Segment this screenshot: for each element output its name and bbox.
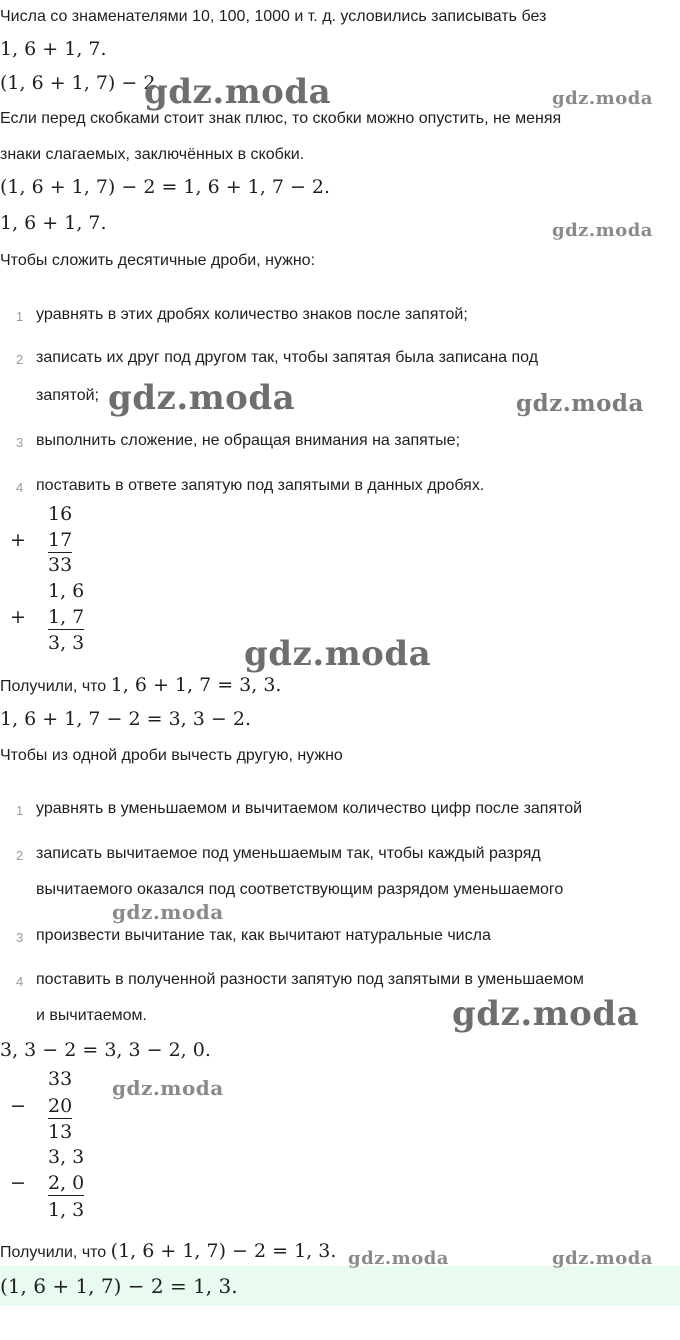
intro-text: Числа со знаменателями 10, 100, 1000 и т. д. условились записывать без bbox=[0, 8, 547, 25]
minus-sign: − bbox=[10, 1172, 26, 1194]
watermark: gdz.moda bbox=[552, 220, 653, 241]
column-operand: 1, 7 bbox=[48, 606, 85, 628]
watermark: gdz.moda bbox=[348, 1248, 449, 1269]
list-item: поставить в полученной разности запятую под запятыми в уменьшаемом bbox=[36, 971, 584, 988]
list-number: 4 bbox=[16, 974, 24, 989]
list-item: выполнить сложение, не обращая внимания на запятые; bbox=[36, 432, 461, 449]
expression: (1, 6 + 1, 7) − 2 = 1, 6 + 1, 7 − 2. bbox=[0, 176, 331, 198]
watermark: gdz.moda bbox=[244, 634, 432, 674]
watermark: gdz.moda bbox=[552, 1248, 653, 1269]
list-number: 3 bbox=[16, 930, 24, 945]
list-item: произвести вычитание так, как вычитают натуральные числа bbox=[36, 927, 491, 944]
list-number: 4 bbox=[16, 480, 24, 495]
column-result: 1, 3 bbox=[48, 1199, 85, 1221]
watermark: gdz.moda bbox=[516, 390, 644, 417]
list-item: уравнять в этих дробях количество знаков после запятой; bbox=[36, 306, 468, 323]
final-result bbox=[0, 1240, 336, 1262]
expression: 1, 6 + 1, 7. bbox=[0, 212, 107, 234]
list-number: 3 bbox=[16, 435, 24, 450]
answer-expression: (1, 6 + 1, 7) − 2 = 1, 3. bbox=[0, 1274, 238, 1298]
column-operand: 20 bbox=[48, 1095, 73, 1117]
column-operand: 3, 3 bbox=[48, 1146, 85, 1168]
list-number: 2 bbox=[16, 848, 24, 863]
expression: (1, 6 + 1, 7) − 2 bbox=[0, 72, 156, 94]
answer-box bbox=[0, 1266, 680, 1306]
plus-sign: + bbox=[10, 606, 26, 628]
column-operand: 2, 0 bbox=[48, 1172, 85, 1194]
rule-text: Если перед скобками стоит знак плюс, то скобки можно опустить, не меняя bbox=[0, 110, 562, 127]
result-prefix: Получили, что bbox=[0, 678, 107, 695]
watermark: gdz.moda bbox=[552, 88, 653, 109]
subtraction-intro: Чтобы из одной дроби вычесть другую, нужно bbox=[0, 747, 343, 764]
list-item: уравнять в уменьшаемом и вычитаемом количество цифр после запятой bbox=[36, 800, 583, 817]
plus-sign: + bbox=[10, 529, 26, 551]
column-operand: 16 bbox=[48, 503, 73, 525]
list-item: записать вычитаемое под уменьшаемым так, чтобы каждый разряд bbox=[36, 845, 541, 862]
column-result: 33 bbox=[48, 554, 73, 576]
result-prefix: Получили, что bbox=[0, 1244, 107, 1261]
list-item-continued: и вычитаемом. bbox=[36, 1007, 147, 1024]
watermark: gdz.moda bbox=[112, 900, 224, 924]
list-item-continued: запятой; bbox=[36, 387, 99, 404]
column-operand: 33 bbox=[48, 1068, 73, 1090]
list-item-continued: вычитаемого оказался под соответствующим разрядом уменьшаемого bbox=[36, 881, 564, 898]
list-item: записать их друг под другом так, чтобы запятая была записана под bbox=[36, 349, 539, 366]
expression: 1, 6 + 1, 7. bbox=[0, 38, 107, 60]
list-item: поставить в ответе запятую под запятыми в данных дробях. bbox=[36, 477, 485, 494]
addition-result bbox=[0, 674, 281, 696]
expression: 1, 6 + 1, 7 − 2 = 3, 3 − 2. bbox=[0, 708, 251, 730]
minus-sign: − bbox=[10, 1095, 26, 1117]
addition-intro: Чтобы сложить десятичные дроби, нужно: bbox=[0, 252, 316, 269]
column-operand: 17 bbox=[48, 529, 73, 551]
watermark: gdz.moda bbox=[112, 1076, 224, 1100]
result-expression: 1, 6 + 1, 7 = 3, 3. bbox=[110, 674, 282, 696]
watermark: gdz.moda bbox=[144, 72, 332, 112]
watermark: gdz.moda bbox=[108, 378, 296, 418]
list-number: 1 bbox=[16, 803, 24, 818]
list-number: 1 bbox=[16, 309, 24, 324]
rule-text: знаки слагаемых, заключённых в скобки. bbox=[0, 146, 305, 163]
column-result: 3, 3 bbox=[48, 632, 85, 654]
list-number: 2 bbox=[16, 352, 24, 367]
watermark: gdz.moda bbox=[452, 994, 640, 1034]
expression: 3, 3 − 2 = 3, 3 − 2, 0. bbox=[0, 1039, 211, 1061]
column-result: 13 bbox=[48, 1121, 73, 1143]
result-expression: (1, 6 + 1, 7) − 2 = 1, 3. bbox=[110, 1240, 337, 1262]
column-operand: 1, 6 bbox=[48, 580, 85, 602]
